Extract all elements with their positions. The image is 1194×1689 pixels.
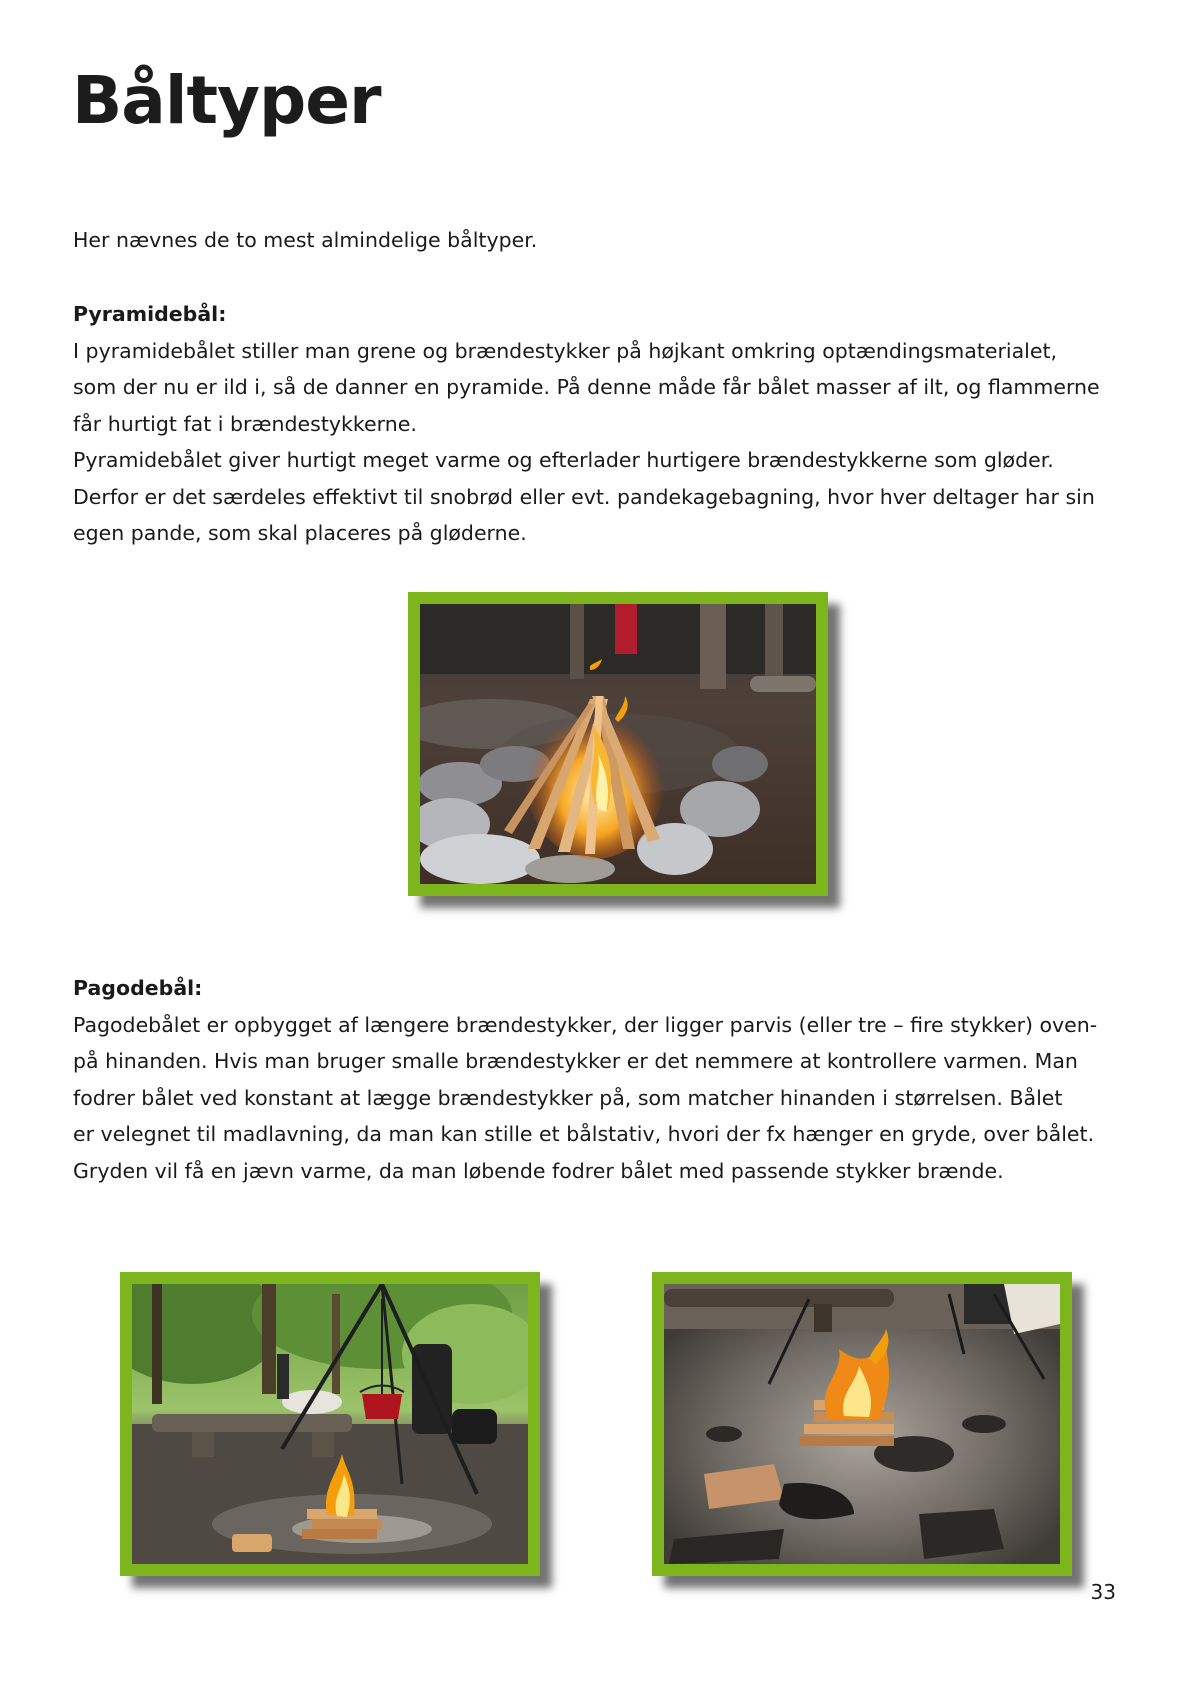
pagoda-fire-photo xyxy=(652,1272,1072,1576)
pagoda-tripod-image xyxy=(132,1284,528,1564)
pyramid-fire-photo xyxy=(408,592,828,896)
pagoda-section xyxy=(73,970,1133,1189)
pyramid-line: Pyramidebålet giver hurtigt meget varme og efterlader hurtigere brændestykkerne som gløder. xyxy=(73,448,1054,472)
pyramid-line: egen pande, som skal placeres på gløderne. xyxy=(73,521,527,545)
pagoda-fire-image xyxy=(664,1284,1060,1564)
intro-text: Her nævnes de to mest almindelige båltyper. xyxy=(73,228,538,252)
pyramid-line: Derfor er det særdeles effektivt til snobrød eller evt. pandekagebagning, hvor hver deltager har sin xyxy=(73,484,1095,509)
pyramid-heading: Pyramidebål: xyxy=(73,302,227,326)
pagoda-line: Pagodebålet er opbygget af længere brændestykker, der ligger parvis (eller tre – fire stykker) oven- xyxy=(73,1012,1098,1037)
pagoda-line: på hinanden. Hvis man bruger smalle brændestykker er det nemmere at kontrollere varmen. Man xyxy=(73,1049,1078,1073)
pagoda-heading: Pagodebål: xyxy=(73,976,203,1000)
pyramid-line: får hurtigt fat i brændestykkerne. xyxy=(73,411,417,436)
pyramid-line: som der nu er ild i, så de danner en pyramide. På denne måde får bålet masser af ilt, og flammerne xyxy=(73,375,1100,399)
pyramid-line: I pyramidebålet stiller man grene og brændestykker på højkant omkring optændingsmaterialet, xyxy=(73,338,1058,363)
pagoda-line: fodrer bålet ved konstant at lægge brændestykker på, som matcher hinanden i størrelsen. Bålet xyxy=(73,1085,1063,1110)
page-number: 33 xyxy=(1090,1580,1116,1604)
intro-paragraph xyxy=(73,222,1133,259)
pagoda-line: Gryden vil få en jævn varme, da man løbende fodrer bålet med passende stykker brænde. xyxy=(73,1158,1004,1183)
pagoda-tripod-photo xyxy=(120,1272,540,1576)
page-title: Båltyper xyxy=(72,62,381,139)
pyramid-fire-image xyxy=(420,604,816,884)
pyramid-section xyxy=(73,296,1133,552)
pagoda-line: er velegnet til madlavning, da man kan stille et bålstativ, hvori der fx hænger en gryde, over bålet. xyxy=(73,1122,1095,1146)
